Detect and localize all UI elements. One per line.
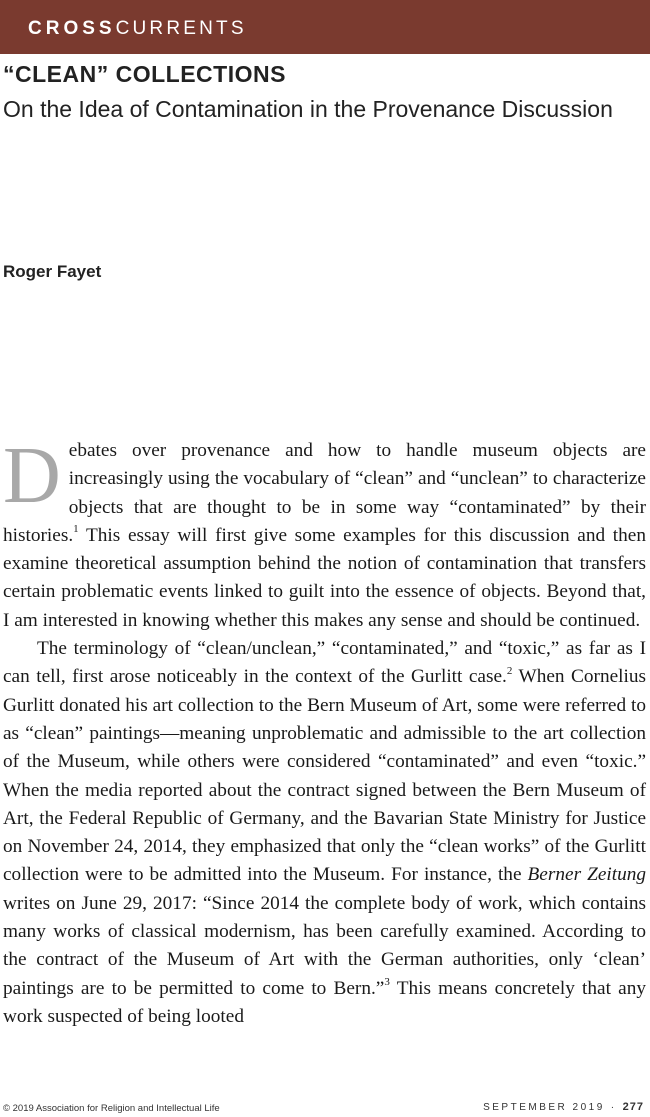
page-number: 277 [622,1101,644,1113]
paragraph-1-text-b: This essay will first give some examples for this discussion and then examine theoretical assumption behind the notion of contamination that transfers certain problematic events linked to guilt into the essence of objects. Beyond that, I am interested in knowing whether this makes any sense and should be continued. [3,524,646,631]
section-name [28,18,247,40]
section-name-regular: CURRENTS [115,17,247,39]
paragraph-1-text-a: ebates over provenance and how to handle museum objects are increasingly using the vocabulary of “clean” and “unclean” to characterize objects that are thought to be in some way “contaminated” by their histories. [3,440,646,546]
article-body [3,432,647,1031]
issue-and-page [483,1101,644,1113]
drop-cap: D [3,432,61,520]
copyright: © 2019 Association for Religion and Intellectual Life [3,1103,220,1114]
footnote-ref-3[interactable]: 3 [384,976,390,989]
section-banner [0,0,650,54]
article-title: “CLEAN” COLLECTIONS [3,61,286,87]
paragraph-2 [3,635,646,1031]
article-subtitle: On the Idea of Contamination in the Provenance Discussion [3,96,613,122]
paragraph-2-text-b: When Cornelius Gurlitt donated his art collection to the Bern Museum of Art, some were referred to as “clean” paintings—meaning unproblematic and admissible to the art collection of the Museum, while others were considered “contaminated” and even “toxic.” When the media reported about the contract signed between the Bern Museum of Art, the Federal Republic of Germany, and the Bavarian State Ministry for Justice on November 24, 2014, they emphasized that only the “clean works” of the Gurlitt collection were to be admitted into the Museum. For instance, the [3,666,647,886]
issue-date: SEPTEMBER 2019 [483,1102,605,1113]
section-name-bold: CROSS [28,17,116,39]
page-footer [3,1101,644,1115]
paragraph-2-text-a: The terminology of “clean/unclean,” “contaminated,” and “toxic,” as far as I can tell, first arose noticeably in the context of the Gurlitt case. [3,638,646,688]
publication-name: Berner Zeitung [527,864,647,886]
paragraph-1 [3,432,646,635]
separator: · [610,1102,617,1113]
article-author: Roger Fayet [3,262,102,281]
paragraph-2-text-c: writes on June 29, 2017: “Since 2014 the complete body of work, which contains many works of classical modernism, has been carefully examined. According to the contract of the Museum of Art with the German authorities, only ‘clean’ paintings are to be permitted to come to Bern.” [3,892,646,999]
footnote-ref-1[interactable]: 1 [73,523,79,536]
footnote-ref-2[interactable]: 2 [506,664,513,677]
paragraph-2-text-d: This means concretely that any work suspected of being looted [3,977,646,1027]
